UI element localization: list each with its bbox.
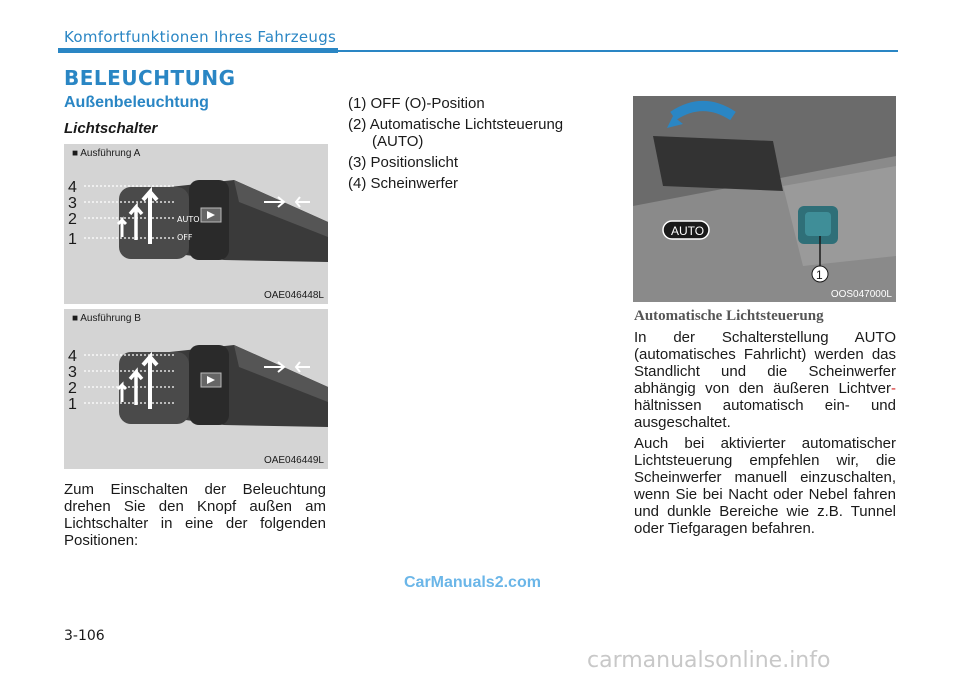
positions-list [348,95,598,196]
intro-paragraph: Zum Einschalten der Beleuchtung drehen Sie den Knopf außen am Lichtschalter in eine der folgenden Positionen: [64,481,326,549]
watermark-top[interactable]: CarManuals2.com [404,574,541,591]
auto-paragraph-1: In der Schalterstellung AUTO (automatisches Fahrlicht) werden das Standlicht und die Scheinwerfer abhängig von den äußeren Lichtver-hältnissen automatisch ein- und ausgeschaltet. [634,329,896,431]
position-label-4: 4 [68,348,77,365]
light-switch-illustration [64,327,328,452]
position-label-2: 2 [68,211,77,228]
auto-badge: AUTO [671,224,705,238]
list-item: (1) OFF (O)-Position [348,95,485,112]
position-label-2: 2 [68,380,77,397]
figure-variant-a [64,144,328,304]
position-label-3: 3 [68,364,77,381]
auto-section-title: Automatische Lichtsteuerung [634,308,824,324]
figure-variant-label: ■ Ausführung B [72,313,141,324]
position-label-4: 4 [68,179,77,196]
topic-title: Lichtschalter [64,120,158,137]
position-label-3: 3 [68,195,77,212]
switch-label-off: OFF [177,233,193,242]
header-rule-thick [58,48,338,53]
auto-paragraph-2: Auch bei aktivierter automatischer Lichtsteuerung empfehlen wir, die Scheinwerfer manuell einzuschalten, wenn Sie bei Nacht oder Nebel fahren und dunkle Bereiche wie z.B. Tunnel oder Tiefgaragen befahren. [634,435,896,537]
position-label-1: 1 [68,231,77,248]
list-item: (2) Automatische Lichtsteuerung (AUTO) [348,116,564,150]
light-switch-illustration [64,162,328,287]
position-label-1: 1 [68,396,77,413]
subsection-title: Außenbeleuchtung [64,94,209,111]
figure-code: OAE046448L [263,290,324,301]
figure-code: OOS047000L [830,289,892,300]
chapter-title: Komfortfunktionen Ihres Fahrzeugs [64,28,337,46]
callout-number: 1 [816,268,823,282]
header-rule-thin [338,50,898,52]
figure-variant-label: ■ Ausführung A [72,148,141,159]
switch-label-auto: AUTO [177,215,200,224]
auto-light-photo [633,96,896,302]
section-title: BELEUCHTUNG [64,66,236,90]
page-number: 3-106 [64,628,105,644]
list-item: (3) Positionslicht [348,154,459,171]
list-item: (4) Scheinwerfer [348,175,459,192]
figure-code: OAE046449L [263,455,324,466]
figure-variant-b [64,309,328,469]
photo-illustration [633,96,896,302]
watermark-bottom[interactable]: carmanualsonline.info [587,648,831,673]
